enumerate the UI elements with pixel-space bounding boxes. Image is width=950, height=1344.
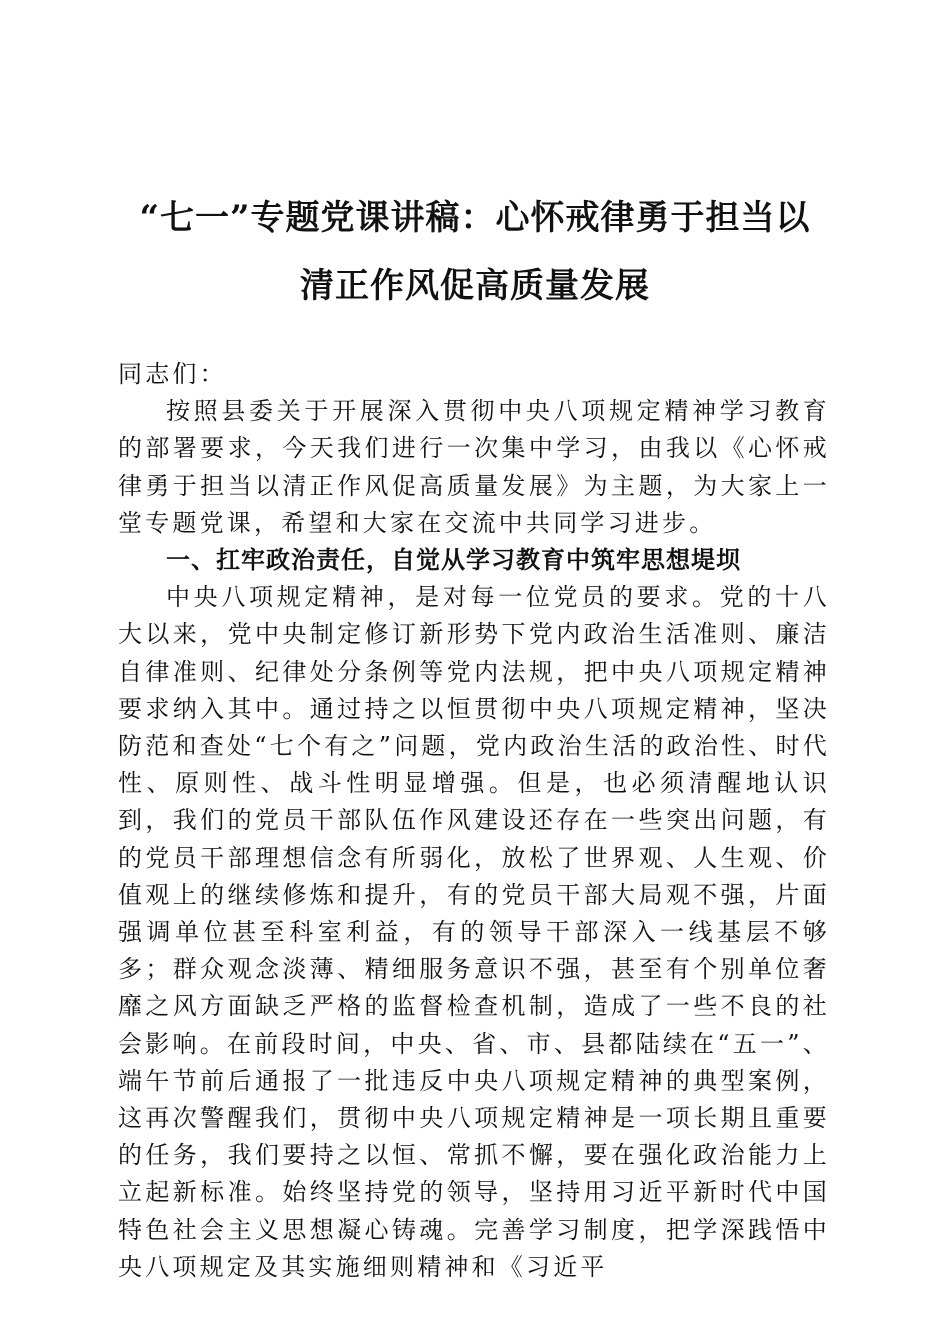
document-title-line-2: 清正作风促高质量发展 (300, 266, 650, 306)
intro-paragraph: 按照县委关于开展深入贯彻中央八项规定精神学习教育的部署要求，今天我们进行一次集中学习，由我以《心怀戒律勇于担当以清正作风促高质量发展》为主题，为大家上一堂专题党课，希望和大家在交流中共同学习进步。 (118, 397, 830, 537)
section-1-heading: 一、扛牢政治责任，自觉从学习教育中筑牢思想堤坝 (166, 546, 741, 575)
section-1-paragraph: 中央八项规定精神，是对每一位党员的要求。党的十八大以来，党中央制定修订新形势下党内政治生活准则、廉洁自律准则、纪律处分条例等党内法规，把中央八项规定精神要求纳入其中。通过持之以恒贯彻中央八项规定精神，坚决防范和查处“七个有之”问题，党内政治生活的政治性、时代性、原则性、战斗性明显增强。但是，也必须清醒地认识到，我们的党员干部队伍作风建设还存在一些突出问题，有的党员干部理想信念有所弱化，放松了世界观、人生观、价值观上的继续修炼和提升，有的党员干部大局观不强，片面强调单位甚至科室利益，有的领导干部深入一线基层不够多；群众观念淡薄、精细服务意识不强，甚至有个别单位奢靡之风方面缺乏严格的监督检查机制，造成了一些不良的社会影响。在前段时间，中央、省、市、县都陆续在“五一”、端午节前后通报了一批违反中央八项规定精神的典型案例，这再次警醒我们，贯彻中央八项规定精神是一项长期且重要的任务，我们要持之以恒、常抓不懈，要在强化政治能力上立起新标准。始终坚持党的领导，坚持用习近平新时代中国特色社会主义思想凝心铸魂。完善学习制度，把学深践悟中央八项规定及其实施细则精神和《习近平 (118, 583, 830, 1281)
document-body (118, 356, 830, 1286)
document-title-line-1: “七一”专题党课讲稿：心怀戒律勇于担当以 (139, 198, 811, 238)
salutation: 同志们： (118, 360, 227, 388)
